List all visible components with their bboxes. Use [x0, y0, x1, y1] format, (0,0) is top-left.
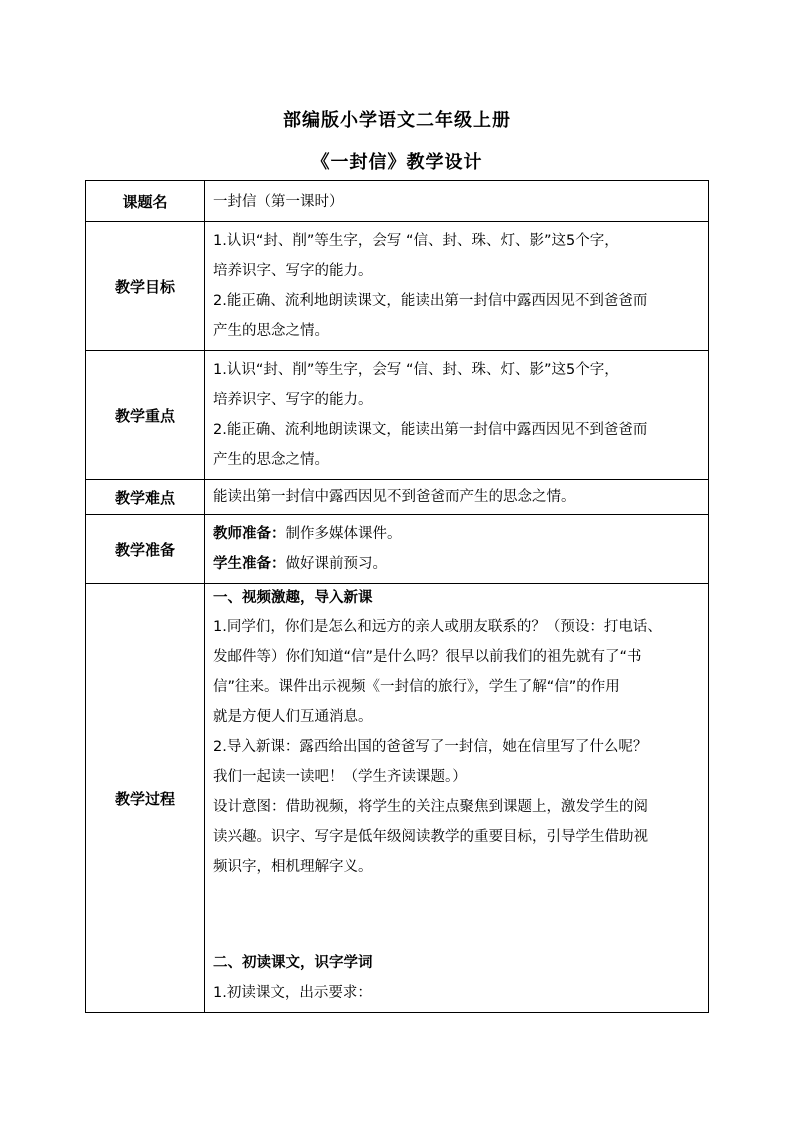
key-line: 培养识字、写字的能力。 [213, 392, 373, 408]
key-line: 2.能正确、流利地朗读课文，能读出第一封信中露西因见不到爸爸而 [213, 422, 648, 438]
row-label-difficulty: 教学难点 [86, 480, 205, 515]
design-intent-line: 设计意图：借助视频，将学生的关注点聚焦到课题上，激发学生的阅 [213, 799, 648, 815]
difficulty-text: 能读出第一封信中露西因见不到爸爸而产生的思念之情。 [213, 489, 576, 505]
process-line: 信”往来。课件出示视频《一封信的旅行》，学生了解“信”的作用 [213, 679, 620, 695]
row-label-process: 教学过程 [86, 584, 205, 1013]
row-label-topic: 课题名 [86, 181, 205, 222]
teacher-prep [213, 519, 700, 549]
process-line: 就是方便人们互通消息。 [213, 709, 373, 725]
section2-heading [213, 948, 700, 978]
table-row [86, 515, 709, 584]
section2-heading-text: 二、初读课文，识字学词 [213, 955, 373, 971]
teacher-prep-label: 教师准备： [213, 526, 286, 542]
table-row [86, 222, 709, 351]
student-prep [213, 549, 700, 579]
row-content-process [205, 584, 709, 1013]
topic-text: 一封信（第一课时） [213, 194, 344, 210]
row-label-key: 教学重点 [86, 351, 205, 480]
document-subtitle: 《一封信》教学设计 [311, 152, 483, 173]
key-line: 产生的思念之情。 [213, 452, 329, 468]
section1-heading-text: 一、视频激趣，导入新课 [213, 590, 373, 606]
table-row [86, 584, 709, 1013]
design-intent-line: 频识字，相机理解字义。 [213, 859, 373, 875]
lesson-plan-table [85, 180, 709, 1013]
student-prep-label: 学生准备： [213, 556, 286, 572]
section1-heading [213, 584, 700, 612]
row-content-difficulty [205, 480, 709, 515]
process-line: 1.同学们，你们是怎么和远方的亲人或朋友联系的？（预设：打电话、 [213, 619, 662, 635]
goals-line: 2.能正确、流利地朗读课文，能读出第一封信中露西因见不到爸爸而 [213, 293, 648, 309]
process-line: 我们一起读一读吧！（学生齐读课题。） [213, 769, 467, 785]
table-row [86, 351, 709, 480]
key-line: 1.认识“封、削”等生字，会写 “信、封、珠、灯、影”这5个字， [213, 362, 619, 378]
row-content-prep [205, 515, 709, 584]
row-label-prep: 教学准备 [86, 515, 205, 584]
process-line: 1.初读课文，出示要求： [213, 985, 372, 1001]
row-content-key [205, 351, 709, 480]
document-title: 部编版小学语文二年级上册 [283, 110, 511, 131]
row-label-goals: 教学目标 [86, 222, 205, 351]
spacer [213, 882, 700, 948]
table-row [86, 181, 709, 222]
process-line: 发邮件等）你们知道“信”是什么吗？很早以前我们的祖先就有了“书 [213, 649, 642, 665]
goals-line: 1.认识“封、削”等生字，会写 “信、封、珠、灯、影”这5个字， [213, 233, 619, 249]
row-content-topic [205, 181, 709, 222]
row-content-goals [205, 222, 709, 351]
goals-line: 产生的思念之情。 [213, 323, 329, 339]
goals-line: 培养识字、写字的能力。 [213, 263, 373, 279]
teacher-prep-text: 制作多媒体课件。 [285, 526, 402, 542]
table-row [86, 480, 709, 515]
design-intent-line: 读兴趣。识字、写字是低年级阅读教学的重要目标，引导学生借助视 [213, 829, 648, 845]
process-line: 2.导入新课：露西给出国的爸爸写了一封信，她在信里写了什么呢？ [213, 739, 648, 755]
student-prep-text: 做好课前预习。 [285, 556, 387, 572]
